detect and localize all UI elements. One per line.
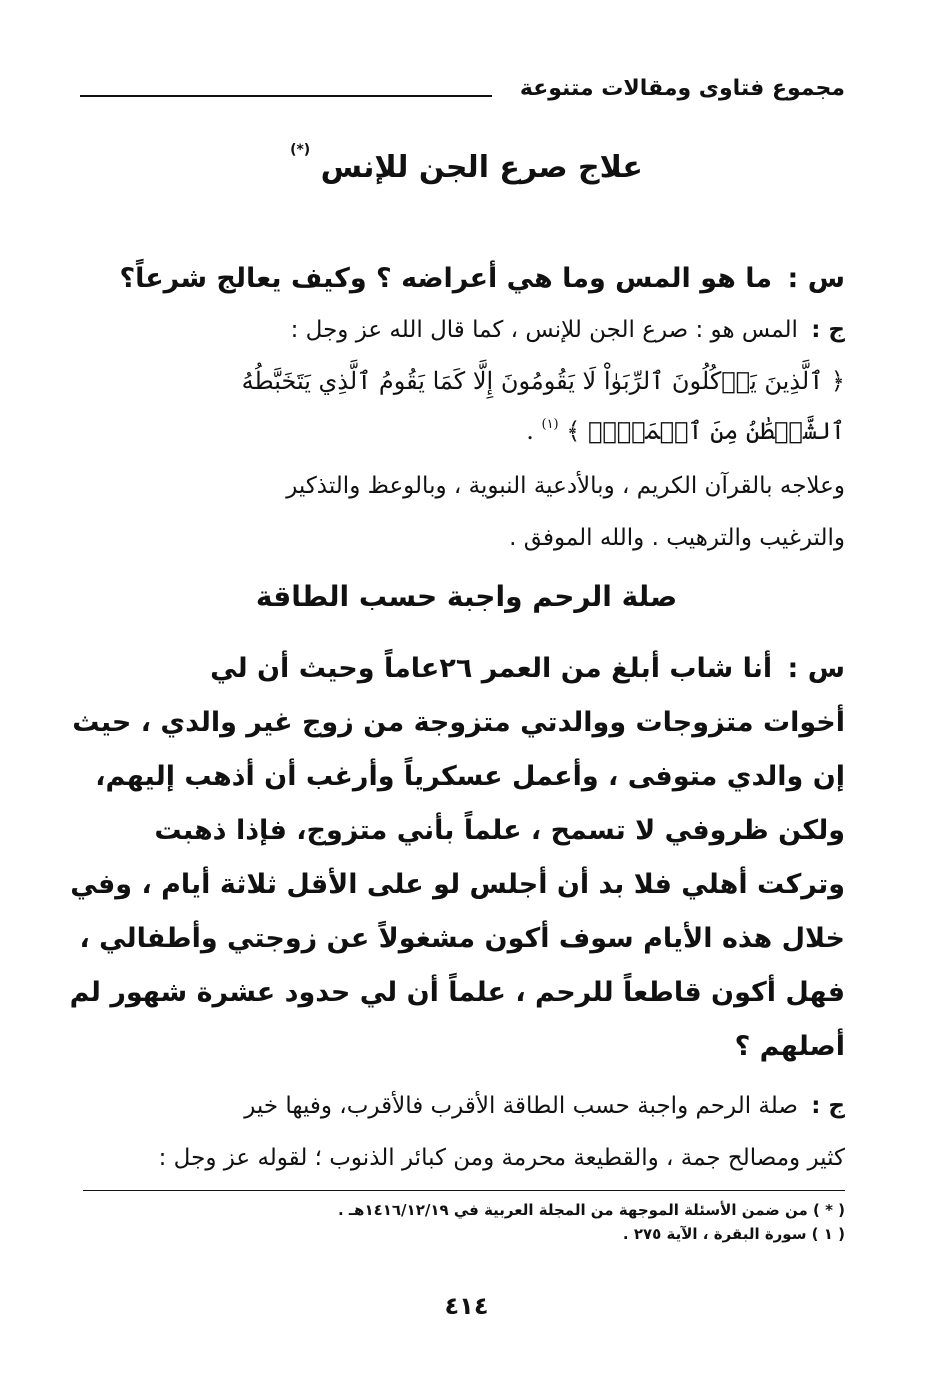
- question-1: [83, 252, 845, 306]
- running-header-title: مجموع فتاوى ومقالات متنوعة: [519, 76, 845, 101]
- answer-text-line: المس هو : صرع الجن للإنس ، كما قال الله عز وجل :: [290, 317, 798, 343]
- article-title: [0, 142, 933, 185]
- quran-verse-text: ٱلشَّيۡطَٰنُ مِنَ ٱلۡمَسِّۚ ﴾: [566, 417, 845, 445]
- answer-2: [83, 1080, 845, 1184]
- question-text-line: خلال هذه الأيام سوف أكون مشغولاً عن زوجتي وأطفالي ،: [79, 923, 845, 954]
- answer-text-line: كثير ومصالح جمة ، والقطيعة محرمة ومن كبائر الذنوب ؛ لقوله عز وجل :: [158, 1145, 845, 1171]
- quran-verse-line: [83, 406, 845, 456]
- question-text-line: إن والدي متوفى ، وأعمل عسكرياً وأرغب أن أذهب إليهم،: [95, 761, 845, 792]
- footnote-ref: (١): [541, 417, 559, 432]
- question-text-line: ولكن ظروفي لا تسمح ، علماً بأني متزوج، فإذا ذهبت: [154, 815, 845, 846]
- page-number: ٤١٤: [444, 1292, 489, 1320]
- answer-text-line: والترغيب والترهيب . والله الموفق .: [509, 525, 845, 551]
- answer-text-line: وعلاجه بالقرآن الكريم ، وبالأدعية النبوية ، وبالوعظ والتذكير: [286, 473, 845, 499]
- question-text: ما هو المس وما هي أعراضه ؟ وكيف يعالج شرعاً؟: [119, 263, 773, 294]
- answer-1: [83, 304, 845, 564]
- question-text-line: وتركت أهلي فلا بد أن أجلس لو على الأقل ثلاثة أيام ، وفي: [70, 869, 845, 900]
- section-title: صلة الرحم واجبة حسب الطاقة: [255, 580, 678, 613]
- question-text-line: أصلهم ؟: [734, 1031, 845, 1062]
- answer-mark: ج :: [811, 1093, 845, 1119]
- question-text-line: أخوات متزوجات ووالدتي متزوجة من زوج غير والدي ، حيث: [72, 707, 845, 738]
- footnote: ( ١ ) سورة البقرة ، الآية ٢٧٥ .: [622, 1225, 845, 1243]
- quran-verse-line: ﴿ ٱلَّذِينَ يَأۡكُلُونَ ٱلرِّبَوٰاْ لَا يَقُومُونَ إِلَّا كَمَا يَقُومُ ٱلَّذِي يَتَخَبَّطُهُ: [241, 367, 845, 395]
- footnotes: [83, 1198, 845, 1246]
- footnote: ( * ) من ضمن الأسئلة الموجهة من المجلة العربية في ١٤١٦/١٢/١٩هـ .: [337, 1201, 845, 1219]
- question-text-line: أنا شاب أبلغ من العمر ٢٦عاماً وحيث أن لي: [210, 653, 773, 684]
- question-mark: س :: [787, 263, 845, 294]
- question-mark: س :: [787, 653, 845, 684]
- question-text-line: فهل أكون قاطعاً للرحم ، علماً أن لي حدود عشرة شهور لم: [69, 977, 845, 1008]
- question-2: [69, 642, 845, 1074]
- footnote-rule: [83, 1190, 845, 1191]
- verse-end: .: [526, 417, 534, 445]
- header-rule: [80, 95, 492, 97]
- title-footnote-mark: (*): [290, 142, 311, 158]
- running-header: [80, 74, 845, 110]
- answer-text-line: صلة الرحم واجبة حسب الطاقة الأقرب فالأقرب، وفيها خير: [244, 1093, 798, 1119]
- article-title-text: علاج صرع الجن للإنس: [320, 150, 643, 185]
- answer-mark: ج :: [811, 317, 845, 343]
